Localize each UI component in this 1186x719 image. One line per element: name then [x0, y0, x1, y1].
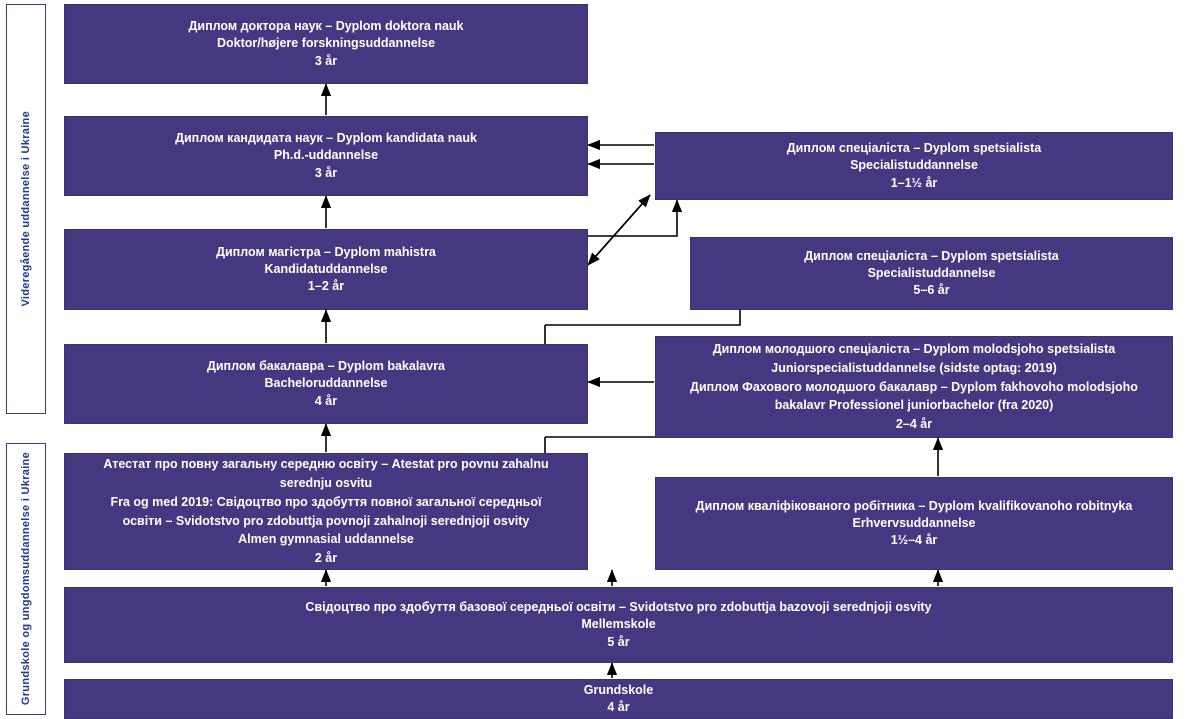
- box-atestat-gymnasial-line-0: Атестат про повну загальну середню освіту – Atestat pro povnu zahalnu: [103, 457, 549, 472]
- box-molodshoho-spetsialista: [655, 336, 1173, 438]
- box-kandidat-nauk: [64, 116, 588, 196]
- box-kvalifikovanoho-robitnyka-line-0: Диплом кваліфікованого робітника – Dyplom kvalifikovanoho robitnyka: [695, 498, 1133, 513]
- box-atestat-gymnasial-line-4: освіти – Svidotstvo pro zdobuttja povnoji zahalnoji serednjoji osvity: [122, 513, 530, 528]
- box-mahistra-line-1: Kandidatuddannelse: [264, 261, 388, 276]
- box-bakalavra-line-0: Диплом бакалавра – Dyplom bakalavra: [206, 359, 446, 374]
- box-spetsialista-long-line-0: Диплом спеціаліста – Dyplom spetsialista: [804, 248, 1059, 263]
- box-spetsialista-long-line-1: Specialistuddannelse: [867, 265, 996, 280]
- box-mahistra-line-0: Диплом магістра – Dyplom mahistra: [216, 244, 436, 259]
- box-spetsialista-long-line-2: 5–6 år: [913, 283, 950, 298]
- box-mahistra-line-2: 1–2 år: [307, 279, 345, 294]
- box-kvalifikovanoho-robitnyka: [655, 477, 1173, 570]
- box-atestat-gymnasial: [64, 453, 588, 570]
- side-label-higher-education: [6, 4, 46, 414]
- box-grundskole-line-0: Grundskole: [583, 682, 654, 697]
- box-kvalifikovanoho-robitnyka-line-2: 1½–4 år: [890, 533, 938, 548]
- side-label-school-education: [6, 443, 46, 715]
- box-doctor-line-1: Doktor/højere forskningsuddannelse: [216, 36, 436, 51]
- box-spetsialista-short-line-2: 1–1½ år: [890, 175, 938, 190]
- box-bakalavra: [64, 344, 588, 424]
- box-bazovoji-serednjoji-line-2: 5 år: [607, 634, 630, 649]
- box-bazovoji-serednjoji: [64, 587, 1173, 663]
- box-molodshoho-spetsialista-line-1: Juniorspecialistuddannelse (sidste optag: 2019): [771, 360, 1057, 375]
- box-spetsialista-long: [690, 237, 1173, 310]
- box-grundskole-line-1: 4 år: [607, 700, 630, 714]
- box-spetsialista-short-line-0: Диплом спеціаліста – Dyplom spetsialista: [786, 141, 1042, 156]
- box-doctor: [64, 4, 588, 84]
- box-kandidat-nauk-line-2: 3 år: [314, 165, 338, 180]
- box-atestat-gymnasial-line-3: Fra og med 2019: Свідоцтво про здобуття повної загальної середньої: [110, 494, 542, 509]
- box-doctor-line-2: 3 år: [314, 53, 338, 68]
- box-bazovoji-serednjoji-line-0: Свідоцтво про здобуття базової середньої освіти – Svidotstvo pro zdobuttja bazovoji serednjoji osvity: [305, 600, 932, 615]
- box-grundskole: [64, 679, 1173, 719]
- box-spetsialista-short: [655, 132, 1173, 200]
- box-bazovoji-serednjoji-line-1: Mellemskole: [581, 617, 656, 632]
- box-atestat-gymnasial-line-1: serednju osvitu: [279, 476, 373, 490]
- side-label-higher-education-text: Videregående uddannelse i Ukraine: [19, 111, 32, 307]
- box-molodshoho-spetsialista-line-0: Диплом молодшого спеціаліста – Dyplom molodsjoho spetsialista: [712, 342, 1116, 357]
- box-molodshoho-spetsialista-line-4: 2–4 år: [895, 417, 933, 432]
- side-label-school-education-text: Grundskole og ungdomsuddannelse i Ukraine: [19, 452, 32, 706]
- box-kandidat-nauk-line-1: Ph.d.-uddannelse: [273, 148, 379, 163]
- box-mahistra: [64, 229, 588, 310]
- box-molodshoho-spetsialista-line-2: Диплом Фахового молодшого бакалавр – Dyplom fakhovoho molodsjoho: [690, 379, 1138, 394]
- box-bakalavra-line-2: 4 år: [314, 393, 338, 408]
- box-molodshoho-spetsialista-line-3: bakalavr Professionel juniorbachelor (fra 2020): [774, 398, 1054, 413]
- box-atestat-gymnasial-line-6: 2 år: [314, 551, 338, 565]
- box-kvalifikovanoho-robitnyka-line-1: Erhvervsuddannelse: [852, 515, 976, 530]
- box-spetsialista-short-line-1: Specialistuddannelse: [850, 158, 978, 173]
- box-atestat-gymnasial-line-5: Almen gymnasial uddannelse: [238, 532, 414, 547]
- box-bakalavra-line-1: Bacheloruddannelse: [264, 376, 388, 391]
- box-kandidat-nauk-line-0: Диплом кандидата наук – Dyplom kandidata nauk: [175, 131, 477, 146]
- box-doctor-line-0: Диплом доктора наук – Dyplom doktora nauk: [188, 19, 464, 34]
